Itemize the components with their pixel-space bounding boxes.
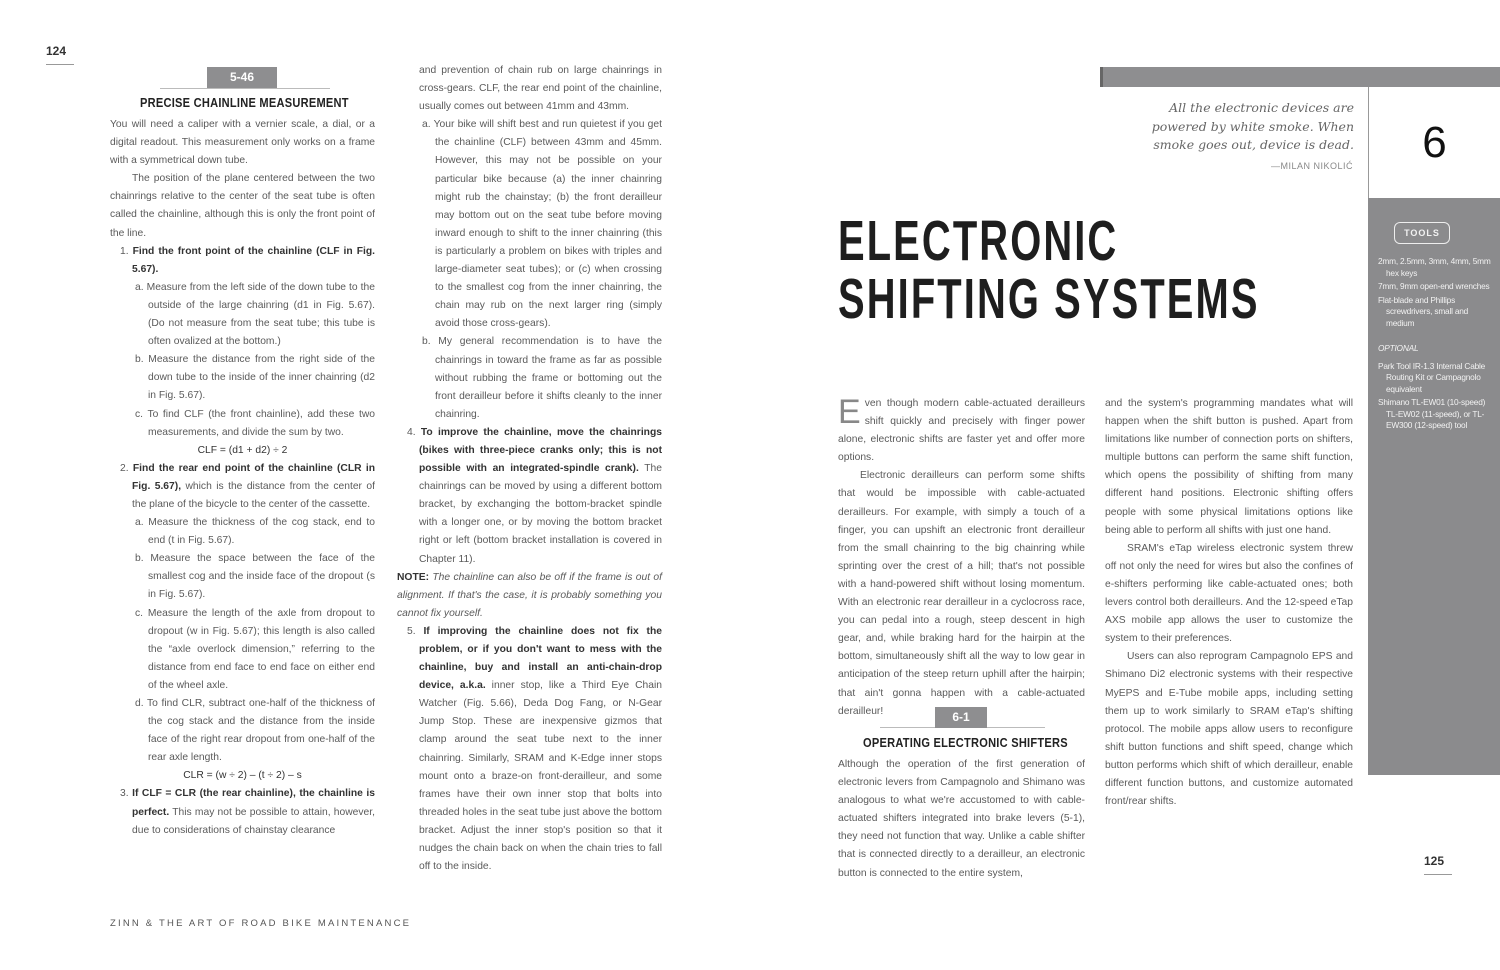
epigraph-quote: All the electronic devices are powered by white smoke. When smoke goes out, device is dead. [1151,100,1354,152]
section-badge: 5-46 [207,67,277,88]
step-bold: To improve the chainline, move the chainrings (bikes with three-piece cranks only; this is not possible with an integrated-spindle crank). [419,426,662,475]
substep: c. To find CLF (the front chainline), add these two measurements, and divide the sum by two. [135,408,375,438]
note-label: NOTE: [397,571,430,583]
divider [160,88,330,89]
step-bold: Find the front point of the chainline (CLF in Fig. 5.67). [132,245,375,275]
optional-tool-item: Shimano TL-EW01 (10-speed) TL-EW02 (11-speed), or TL-EW300 (12-speed) tool [1378,397,1486,430]
chapter-header-bar [1100,67,1500,87]
substep: c. Measure the length of the axle from dropout to dropout (w in Fig. 5.67); this length is also called the “axle overlock dimension,” referring to the distance from end face to end face on either end of the wheel axle. [135,607,375,691]
step-2 [110,460,375,514]
right-column-2 [1105,395,1353,811]
page-number-right: 125 [1424,854,1452,875]
note [397,569,662,623]
step-text: which is the distance from the center of the plane of the bicycle to the center of the cassette. [132,480,375,510]
section-badge: 6-1 [935,707,987,728]
right-column-1 [838,395,1085,721]
note-text: The chainline can also be off if the frame is out of alignment. If that's the case, it is probably something you cannot fix yourself. [397,571,662,619]
paragraph: Electronic derailleurs can perform some shifts that would be impossible with cable-actuated derailleurs. For example, with simply a touch of a finger, you can upshift an electronic front derailleur from the small chainring to the big chainring while sprinting over the crest of a hill; that's not possible with a hand-powered shift without losing momentum. With an electronic rear derailleur in a cyclocross race, you can pedal into a rough, steep descent in high gear, and, while braking hard for the hairpin at the bottom, simultaneously shift all the way to low gear in anticipation of the steep return uphill after the hairpin; that ain't gonna happen with a cable-actuated derailleur! [838,470,1085,717]
step-3 [110,785,375,839]
substep: a. Measure the thickness of the cog stack, end to end (t in Fig. 5.67). [135,517,375,547]
step-bold: If CLF = CLR (the rear chainline), the chainline is perfect. [132,788,375,818]
step-text: inner stop, like a Third Eye Chain Watcher (Fig. 5.66), Deda Dog Fang, or N-Gear Jump Stop. These are inexpensive gizmos that clamp around the seat tube next to the inner chainring. Similarly, SRAM and K-Edge inner stops mount onto a braze-on front-derailleur, and some frames have their own inner stop that bolts into threaded holes in the seat tube just above the bottom bracket. Adjust the inner stop's position so that it nudges the chain back on when the chain tries to fall off to the inside. [419,680,663,873]
paragraph: The position of the plane centered between the two chainrings relative to the center of the seat tube is often called the chainline, although this is only the front point of the line. [110,173,375,239]
section-title: OPERATING ELECTRONIC SHIFTERS [863,735,1068,750]
tools-label: TOOLS [1394,222,1450,244]
page-number-left: 124 [46,44,74,65]
step-number: 3. [120,788,129,800]
chapter-title-line-1: ELECTRONIC [838,209,1119,273]
substep: b. Measure the distance from the right side of the down tube to the inside of the inner chainring (d2 in Fig. 5.67). [135,354,375,402]
tool-item: Flat-blade and Phillips screwdrivers, small and medium [1378,294,1469,328]
step-bold: Find the rear end point of the chainline (CLR in Fig. 5.67), [132,462,375,492]
chapter-number: 6 [1368,87,1500,198]
chapter-title-line-2: SHIFTING SYSTEMS [838,267,1260,331]
tools-sidebar [1368,198,1500,775]
right-column-1b [838,756,1085,883]
paragraph: and the system's programming mandates what will happen when the shift button is pushed. Apart from limitations like number of connection ports on shifters, multiple buttons can perform the same shift function, which opens the possibility of shifting from many different hand positions. Electronic shifting offers people with some physical limitations options like being able to perform all shifts with just one hand. [1105,398,1353,536]
tool-item: 2mm, 2.5mm, 3mm, 4mm, 5mm hex keys [1378,256,1491,278]
drop-cap: E [838,393,861,431]
substep: a. Your bike will shift best and run quietest if you get the chainline (CLF) between 43mm and 45mm. However, this may not be possible on your particular bike because (a) the inner chainring might rub the chainstay; (b) the front derailleur may bottom out on the seat tube before moving inward enough to shift to the inner chainring (this is particularly a problem on bikes with triples and large-diameter seat tubes); or (c) when crossing to the smallest cog from the inner chainring, the chain may rub on the next larger ring (simply avoid those cross-gears). [422,119,662,330]
section-title: PRECISE CHAINLINE MEASUREMENT [140,95,349,110]
footer-book-title: ZINN & THE ART OF ROAD BIKE MAINTENANCE [110,918,412,929]
paragraph: SRAM's eTap wireless electronic system threw off not only the need for wires but also the confines of e-shifters performing like cable-actuated ones; both levers control both derailleurs. And the 12-speed eTap AXS mobile app allows the user to customize the system to their preferences. [1105,542,1353,645]
middle-column [397,62,662,876]
step-number: 1. [120,245,129,257]
step-5 [397,623,662,876]
step-4 [397,424,662,569]
paragraph-text: ven though modern cable-actuated derailleurs shift quickly and precisely with finger power alone, electronic shifts are faster yet and offer more options. [838,398,1085,464]
step-number: 5. [407,625,416,637]
substep: b. Measure the space between the face of the smallest cog and the inside face of the dropout (s in Fig. 5.67). [135,553,375,601]
step-1 [110,243,375,279]
paragraph [838,395,1085,467]
step-bold: If improving the chainline does not fix the problem, or if you don't want to mess with the chainline, buy and install an anti-chain-drop device, a.k.a. [419,625,662,692]
step-number: 2. [120,462,129,474]
epigraph-author: —MILAN NIKOLIĆ [1270,161,1353,171]
step-number: 4. [407,426,416,438]
optional-label: OPTIONAL [1378,343,1419,353]
paragraph: You will need a caliper with a vernier scale, a dial, or a digital readout. This measurement only works on a frame with a symmetrical down tube. [110,119,375,167]
paragraph: Although the operation of the first generation of electronic levers from Campagnolo and Shimano was analogous to what we're accustomed to with cable-actuated shifters integrated into brake levers (5-1), they need not function that way. Unlike a cable shifter that is connected directly to a derailleur, an electronic button is connected to the entire system, [838,759,1085,879]
formula: CLR = (w ÷ 2) – (t ÷ 2) – s [183,770,302,782]
substep: d. To find CLR, subtract one-half of the thickness of the cog stack and the distance from the inside face of the right rear dropout from one-half of the rear axle length. [135,698,375,764]
substep: b. My general recommendation is to have the chainrings in toward the frame as far as possible without rubbing the frame or bottoming out the front derailleur before it shifts cleanly to the inner chainring. [422,336,662,420]
paragraph: and prevention of chain rub on large chainrings in cross-gears. CLF, the rear end point of the chainline, usually comes out between 41mm and 43mm. [419,65,662,113]
formula: CLF = (d1 + d2) ÷ 2 [197,444,288,456]
left-column [110,116,375,840]
substep: a. Measure from the left side of the down tube to the outside of the large chainring (d1 in Fig. 5.67). (Do not measure from the seat tube; this tube is often ovalized at the bottom.) [135,281,375,348]
tool-item: 7mm, 9mm open-end wrenches [1378,281,1490,291]
paragraph: Users can also reprogram Campagnolo EPS and Shimano Di2 electronic systems with their respective MyEPS and E-Tube mobile apps, including setting them up to work similarly to SRAM eTap's shifting protocol. The mobile apps allow users to reconfigure shift button functions and shift speed, change which button performs which shift of which derailleur, enable different function buttons, and customize automated front/rear shifts. [1105,651,1353,808]
optional-tool-item: Park Tool IR-1.3 Internal Cable Routing Kit or Campagnolo equivalent [1378,360,1486,394]
step-text: This may not be possible to attain, however, due to considerations of chainstay clearance [132,806,375,836]
step-text: The chainrings can be moved by using a different bottom bracket, by exchanging the bottom-bracket spindle with a longer one, or by moving the bottom bracket right or left (bottom bracket installation is covered in Chapter 11). [419,463,662,565]
